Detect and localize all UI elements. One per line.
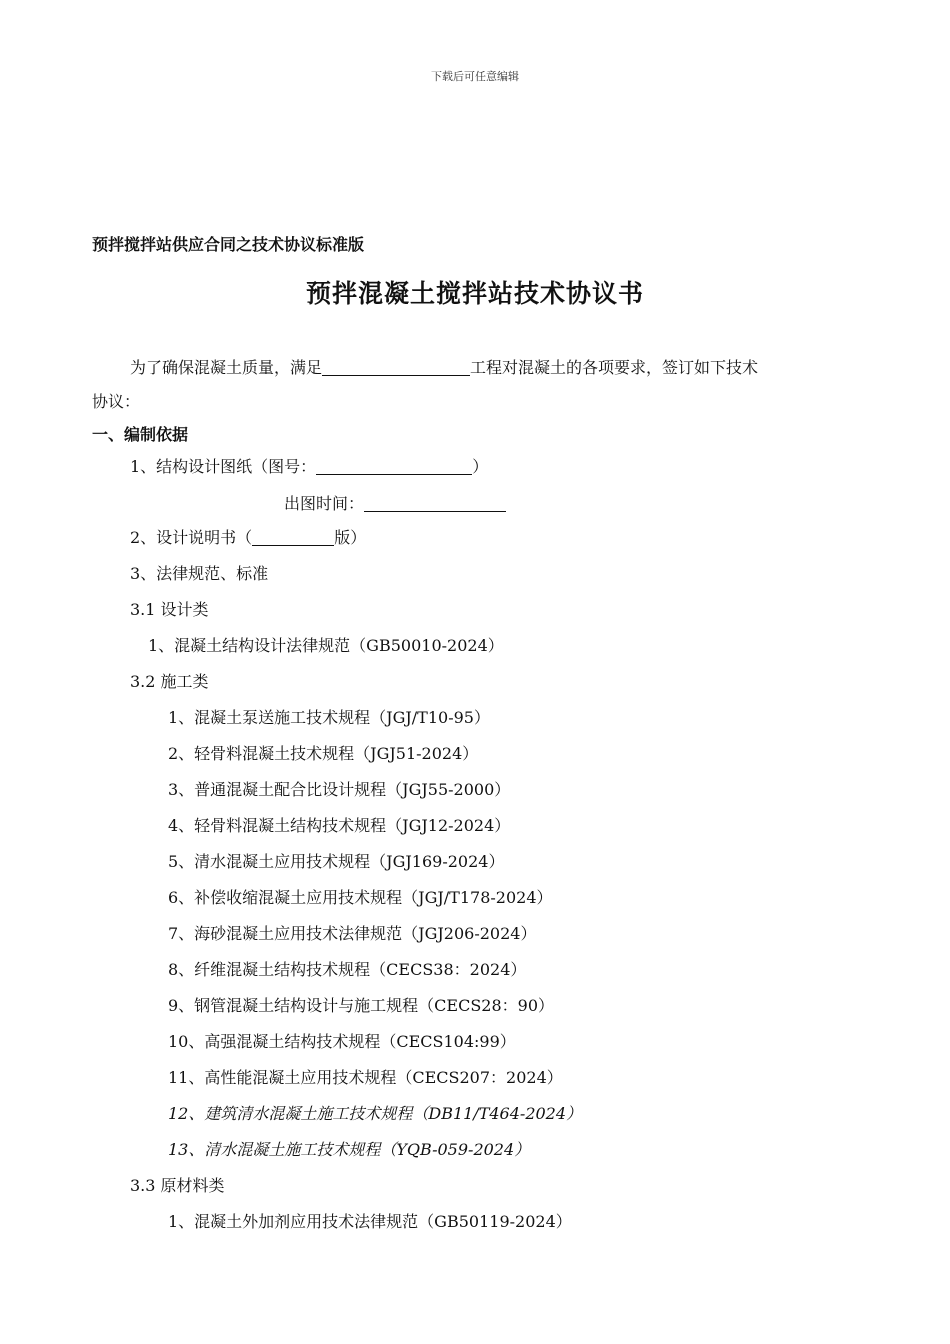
item-drawing-time <box>284 493 506 515</box>
list-item: 3、普通混凝土配合比设计规程（JGJ55-2000） <box>168 780 511 799</box>
item-design-spec <box>130 527 366 549</box>
intro-text-1: 为了确保混凝土质量，满足 <box>130 358 323 377</box>
list-item: 13、清水混凝土施工技术规程（YQB-059-2024） <box>168 1140 531 1159</box>
list-item: 10、高强混凝土结构技术规程（CECS104:99） <box>168 1032 516 1051</box>
list-item: 2、轻骨料混凝土技术规程（JGJ51-2024） <box>168 744 479 763</box>
item-standards: 3、法律规范、标准 <box>130 564 269 583</box>
item-drawings <box>130 456 488 478</box>
section-heading-basis: 一、编制依据 <box>92 425 189 444</box>
subsection-construction: 3.2 施工类 <box>130 672 209 691</box>
drawing-number-blank[interactable] <box>316 456 472 475</box>
intro-text-2: 工程对混凝土的各项要求，签订如下技术 <box>470 358 759 377</box>
list-item: 5、清水混凝土应用技术规程（JGJ169-2024） <box>168 852 505 871</box>
intro-line-2: 协议： <box>92 392 141 411</box>
header-note: 下载后可任意编辑 <box>431 70 519 83</box>
drawing-time-label: 出图时间： <box>284 494 365 513</box>
drawing-time-blank[interactable] <box>364 493 506 512</box>
design-spec-suffix: 版） <box>334 528 367 547</box>
spec-version-blank[interactable] <box>252 527 334 546</box>
subsection-materials: 3.3 原材料类 <box>130 1176 225 1195</box>
subsection-design: 3.1 设计类 <box>130 600 209 619</box>
list-item: 12、建筑清水混凝土施工技术规程（DB11/T464-2024） <box>168 1104 583 1123</box>
list-item: 6、补偿收缩混凝土应用技术规程（JGJ/T178-2024） <box>168 888 553 907</box>
intro-line-1 <box>130 357 758 379</box>
document-subtitle: 预拌搅拌站供应合同之技术协议标准版 <box>92 235 365 254</box>
list-item: 4、轻骨料混凝土结构技术规程（JGJ12-2024） <box>168 816 511 835</box>
design-spec-label: 2、设计说明书（ <box>130 528 253 547</box>
list-item: 11、高性能混凝土应用技术规程（CECS207：2024） <box>168 1068 563 1087</box>
item-drawings-suffix: ） <box>472 457 489 476</box>
list-item: 1、混凝土结构设计法律规范（GB50010-2024） <box>148 636 504 655</box>
project-name-blank[interactable] <box>322 357 470 376</box>
item-drawings-label: 1、结构设计图纸（图号： <box>130 457 317 476</box>
list-item: 7、海砂混凝土应用技术法律规范（JGJ206-2024） <box>168 924 537 943</box>
list-item: 8、纤维混凝土结构技术规程（CECS38：2024） <box>168 960 527 979</box>
list-item: 1、混凝土外加剂应用技术法律规范（GB50119-2024） <box>168 1212 572 1231</box>
list-item: 1、混凝土泵送施工技术规程（JGJ/T10-95） <box>168 708 490 727</box>
document-title: 预拌混凝土搅拌站技术协议书 <box>305 279 644 308</box>
list-item: 9、钢管混凝土结构设计与施工规程（CECS28：90） <box>168 996 555 1015</box>
